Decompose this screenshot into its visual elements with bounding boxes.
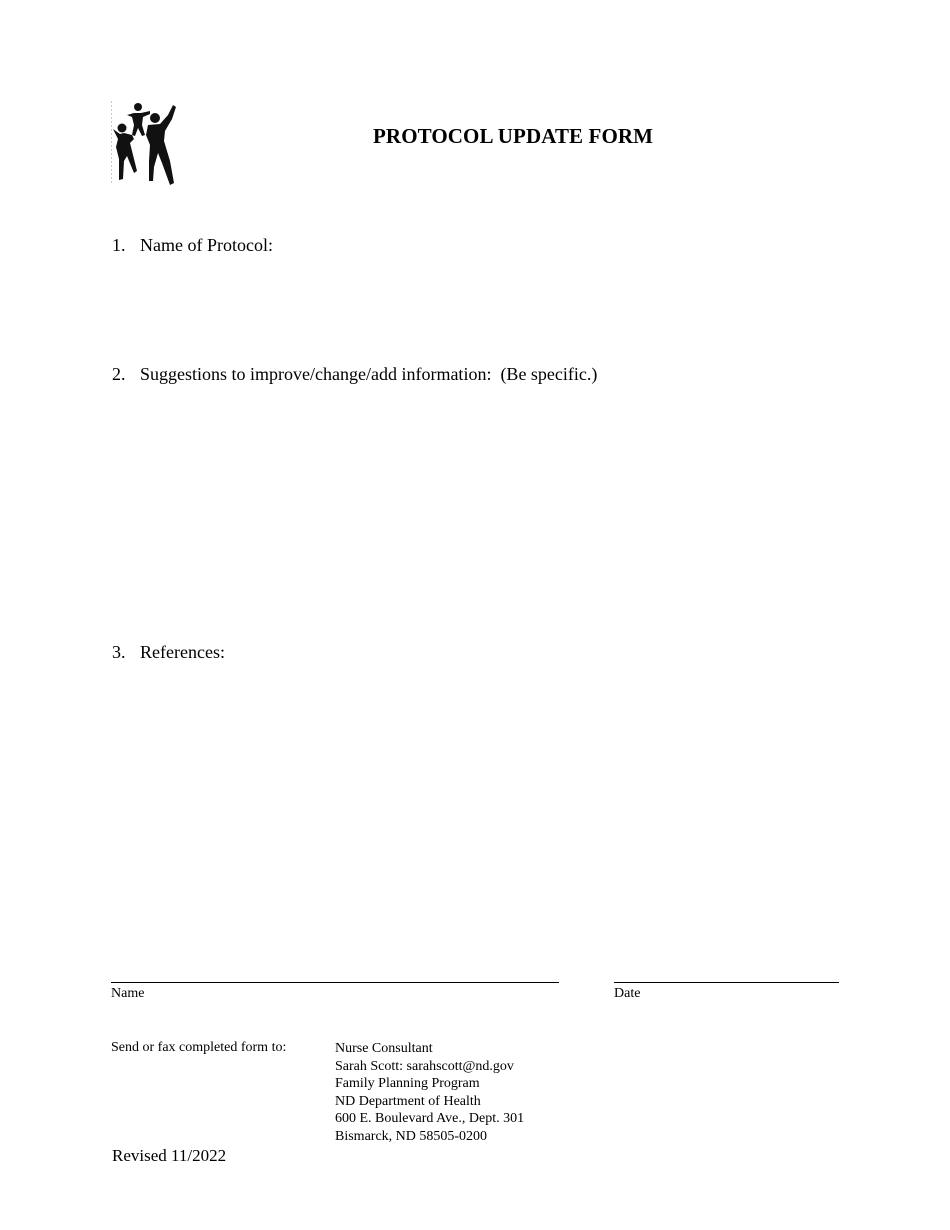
name-label: Name — [111, 986, 145, 1001]
date-signature-line — [614, 982, 839, 983]
mailing-address — [335, 1040, 524, 1145]
question-references — [112, 642, 225, 663]
question-number: 3. — [112, 642, 126, 662]
name-signature-line — [111, 982, 559, 983]
question-label: Suggestions to improve/change/add information: (Be specific.) — [140, 364, 598, 384]
question-number: 1. — [112, 235, 126, 255]
question-number: 2. — [112, 364, 126, 384]
question-label: References: — [140, 642, 225, 662]
page-title: PROTOCOL UPDATE FORM — [373, 124, 654, 148]
family-figures-icon — [110, 99, 180, 187]
question-name-of-protocol — [112, 235, 273, 256]
address-line: ND Department of Health — [335, 1093, 481, 1109]
send-instructions-label: Send or fax completed form to: — [111, 1040, 287, 1055]
revision-date: Revised 11/2022 — [112, 1146, 227, 1165]
address-line: Family Planning Program — [335, 1076, 480, 1091]
address-line-contact: Sarah Scott: sarahscott@nd.gov — [335, 1058, 514, 1074]
question-label: Name of Protocol: — [140, 235, 273, 255]
question-suggestions — [112, 364, 597, 385]
address-line: Bismarck, ND 58505-0200 — [335, 1128, 488, 1144]
address-line: Nurse Consultant — [335, 1041, 433, 1056]
address-line: 600 E. Boulevard Ave., Dept. 301 — [335, 1111, 525, 1126]
date-label: Date — [614, 986, 641, 1001]
